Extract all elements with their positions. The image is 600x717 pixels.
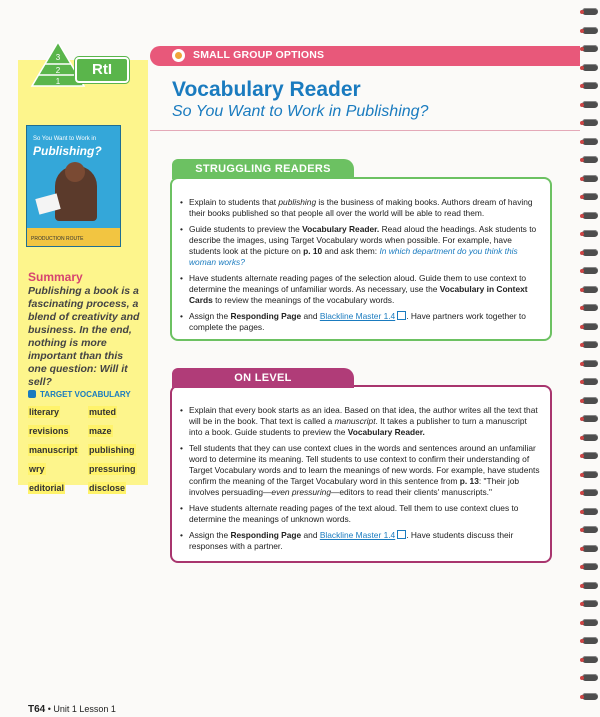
- binding-ring: [582, 286, 598, 293]
- binding-ring: [582, 600, 598, 607]
- vocab-word: muted: [89, 407, 116, 417]
- book-cover-image: [26, 125, 121, 247]
- spiral-binding: [582, 0, 600, 717]
- band-label: SMALL GROUP OPTIONS: [193, 49, 325, 61]
- list-item: • Have students alternate reading pages of the selection aloud. Guide them to use context to determine the meanings of unfamiliar words. As necessary, use the Vocabulary in Context Cards to review the meanings of the vocabulary words.: [180, 273, 542, 306]
- book-cover-title: Publishing?: [33, 144, 102, 158]
- rti-tier-3: 3: [55, 53, 61, 62]
- binding-ring: [582, 471, 598, 478]
- binding-ring: [582, 582, 598, 589]
- binding-ring: [582, 45, 598, 52]
- group-icon: [172, 49, 185, 62]
- binding-ring: [582, 193, 598, 200]
- binding-ring: [582, 526, 598, 533]
- page-subtitle: So You Want to Work in Publishing?: [172, 103, 429, 120]
- list-item: • Guide students to preview the Vocabulary Reader. Read aloud the headings. Ask students to describe the images, using Target Vocabulary words when possible. For example, have students look at the picture on p. 10 and ask them: In which department do you think this woman works?: [180, 224, 542, 268]
- blackline-master-link[interactable]: Blackline Master 1.4: [319, 311, 396, 321]
- on-level-bullet-list: [180, 405, 542, 557]
- unit-lesson: • Unit 1 Lesson 1: [45, 704, 116, 714]
- binding-ring: [582, 397, 598, 404]
- list-item: • Explain that every book starts as an idea. Based on that idea, the author writes all the text that will be in the book. That text is called a manuscript. It takes a publisher to turn a manuscript into a book. Guide students to preview the Vocabulary Reader.: [180, 405, 542, 438]
- binding-ring: [582, 693, 598, 700]
- binding-ring: [582, 175, 598, 182]
- vocab-word: maze: [89, 426, 112, 436]
- list-item: • Assign the Responding Page and Blackline Master 1.4 . Have partners work together to complete the pages.: [180, 311, 542, 333]
- list-item: • Tell students that they can use context clues in the words and sentences around an unfamiliar word to determine its meaning. Tell students to use context to confirm their understanding of Target Vocabulary words and to learn the meanings of new words. For example, have students confirm the meaning of the Target Vocabulary word in this sentence from p. 13: "Their job involves persuading—even pressuring—editors to read their clients' manuscripts.": [180, 443, 542, 498]
- summary-text: Publishing a book is a fascinating process, a blend of creativity and business. In the end, nothing is more important than this one question: Will it sell?: [28, 285, 140, 388]
- target-vocabulary-heading: [28, 390, 131, 399]
- struggling-readers-tab: STRUGGLING READERS: [172, 159, 354, 179]
- vocab-word-list: [28, 402, 148, 496]
- binding-ring: [582, 138, 598, 145]
- vocab-word: manuscript: [29, 445, 78, 455]
- binding-ring: [582, 434, 598, 441]
- book-cover-bottom-text: PRODUCTION ROUTE: [31, 236, 84, 242]
- binding-ring: [582, 119, 598, 126]
- on-level-tab: ON LEVEL: [172, 368, 354, 388]
- rti-tier-1: 1: [55, 77, 61, 86]
- blackline-master-link[interactable]: Blackline Master 1.4: [319, 530, 396, 540]
- binding-ring: [582, 619, 598, 626]
- rti-tier-2: 2: [55, 66, 61, 75]
- binding-ring: [582, 656, 598, 663]
- rti-label: RtI: [75, 57, 129, 83]
- binding-ring: [582, 489, 598, 496]
- vocab-word: pressuring: [89, 464, 136, 474]
- page-footer: [28, 704, 116, 715]
- external-link-icon[interactable]: [397, 311, 406, 320]
- vocab-word: revisions: [29, 426, 69, 436]
- binding-ring: [582, 267, 598, 274]
- binding-ring: [582, 545, 598, 552]
- binding-ring: [582, 101, 598, 108]
- binding-ring: [582, 64, 598, 71]
- struggling-bullet-list: [180, 197, 542, 338]
- vocab-word: editorial: [29, 483, 65, 493]
- vocab-word: literary: [29, 407, 60, 417]
- binding-ring: [582, 249, 598, 256]
- book-cover-person: [55, 166, 97, 221]
- binding-ring: [582, 415, 598, 422]
- vocab-word: wry: [29, 464, 45, 474]
- binding-ring: [582, 323, 598, 330]
- binding-ring: [582, 563, 598, 570]
- list-item: • Assign the Responding Page and Blackline Master 1.4 . Have students discuss their responses with a partner.: [180, 530, 542, 552]
- checkbox-icon: [28, 390, 36, 398]
- page-number: T64: [28, 704, 46, 715]
- binding-ring: [582, 452, 598, 459]
- vocab-word: publishing: [89, 445, 135, 455]
- external-link-icon[interactable]: [397, 530, 406, 539]
- binding-ring: [582, 378, 598, 385]
- vocab-heading-label: TARGET VOCABULARY: [40, 390, 131, 399]
- binding-ring: [582, 156, 598, 163]
- binding-ring: [582, 8, 598, 15]
- binding-ring: [582, 212, 598, 219]
- binding-ring: [582, 360, 598, 367]
- book-cover-small-text: So You Want to Work in: [33, 136, 97, 142]
- title-divider: [150, 130, 580, 131]
- binding-ring: [582, 82, 598, 89]
- binding-ring: [582, 27, 598, 34]
- summary-heading: Summary: [28, 270, 83, 284]
- page-title: Vocabulary Reader: [172, 78, 361, 101]
- binding-ring: [582, 508, 598, 515]
- binding-ring: [582, 674, 598, 681]
- list-item: • Have students alternate reading pages of the text aloud. Tell them to use context clues to determine the meanings of unknown words.: [180, 503, 542, 525]
- binding-ring: [582, 304, 598, 311]
- binding-ring: [582, 341, 598, 348]
- binding-ring: [582, 230, 598, 237]
- binding-ring: [582, 637, 598, 644]
- list-item: • Explain to students that publishing is the business of making books. Authors dream of having their books published so that people all over the world will be able to read them.: [180, 197, 542, 219]
- vocab-word: disclose: [89, 483, 126, 493]
